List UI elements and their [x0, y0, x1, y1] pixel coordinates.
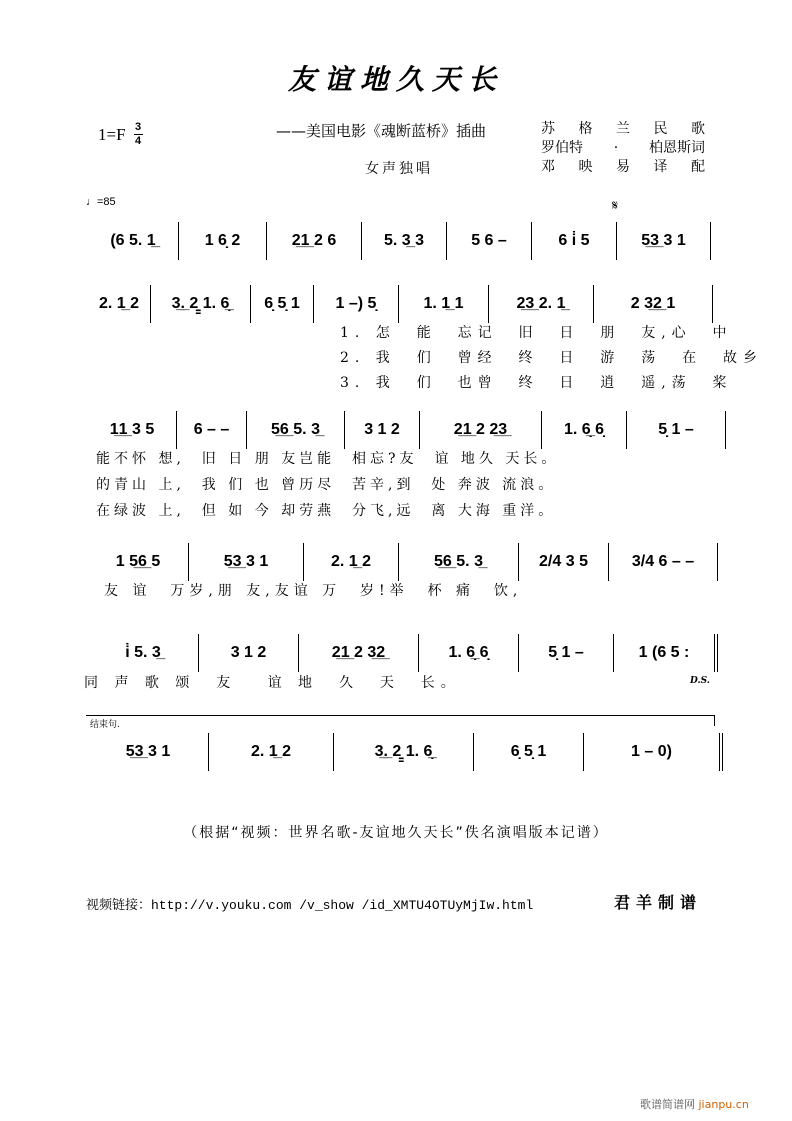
measure: 5̲3̲ 3 1 [188, 543, 303, 581]
time-signature: $\frac{3}{4}$ [134, 121, 142, 147]
score-line-2 [88, 285, 728, 323]
credit-translator: 邓 映 易 译 配 [541, 159, 705, 175]
watermark: 歌谱简谱网 jianpu.cn [640, 1098, 749, 1111]
measure: 2̲1̲ 2 2̲3̲ [419, 411, 541, 449]
measure: i̇ 5. 3̲ [125, 644, 161, 661]
credits [541, 120, 705, 177]
measure: 1 (6 5 : [613, 634, 718, 672]
measure: 5̲3̲ 3 1 [616, 222, 711, 260]
measure: 1 –) 5̣ [313, 285, 398, 323]
lyrics-verse-1: 能不怀 想, 旧 日 朋 友岂能 相忘?友 谊 地久 天长。 [96, 451, 560, 467]
measure: 2. 1̲ 2 [208, 733, 333, 771]
measure: 2 3̲2̲ 1 [593, 285, 713, 323]
measure: 2. 1̲ 2 [303, 543, 398, 581]
measure: 5̲3̲ 3 1 [125, 743, 171, 760]
key-time-signature [98, 122, 143, 147]
measure: 1. 6̣̲ 6̣ [418, 634, 518, 672]
measure: 3̲.̲ 2̳ 1. 6̣̲ [333, 733, 473, 771]
video-link[interactable]: 视频链接：http://v.youku.com /v_show /id_XMTU4OTUyMjIw.html [86, 898, 534, 913]
key-signature: 1=F [98, 124, 126, 144]
measure: 5̲6̲ 5. 3̲ [398, 543, 518, 581]
measure: 1̲1̲ 3 5 [109, 421, 155, 438]
ending-label: 结束句. [90, 720, 120, 730]
performance-note: 女声独唱 [365, 161, 433, 177]
measure: 5 6 – [446, 222, 531, 260]
segno-icon: 𝄋 [612, 198, 619, 214]
lyrics-verse-1-start: 1. 怎 能 忘记 旧 日 朋 友,心 中 [340, 325, 733, 341]
measure: 1 5̲6̲ 5 [115, 553, 161, 570]
tempo-marking: ♩=85 [86, 196, 116, 208]
ending-bracket [86, 715, 715, 726]
measure: 1 6̣ 2 [178, 222, 266, 260]
measure: 3̲.̲ 2̳ 1. 6̣̲ [150, 285, 250, 323]
score-line-ending [88, 733, 728, 771]
score-line-1 [88, 222, 728, 260]
measure: 2̲1̲ 2 6 [266, 222, 361, 260]
measure: 3/4 6 – – [608, 543, 718, 581]
transcription-note: （根据“视频：世界名歌-友谊地久天长”佚名演唱版本记谱） [183, 825, 609, 841]
measure: 2/4 3 5 [518, 543, 608, 581]
measure: 5̣ 1 – [518, 634, 613, 672]
measure: 5. 3̲ 3 [361, 222, 446, 260]
lyrics-verse-3: 在绿波 上, 但 如 今 却劳燕 分飞,远 离 大海 重洋。 [96, 503, 557, 519]
measure: (6 5. 1̲ [110, 232, 156, 249]
measure: 3 1 2 [344, 411, 419, 449]
measure: 1. 1̲ 1 [398, 285, 488, 323]
lyrics-chorus: 友 谊 万岁,朋 友,友谊 万 岁!举 杯 痛 饮, [104, 583, 523, 599]
lyrics-chorus-end: 同 声 歌 颂 友 谊 地 久 天 长。 [84, 675, 461, 691]
measure: 1. 6̣̲ 6̣ [541, 411, 626, 449]
score-line-3 [88, 411, 728, 449]
measure: 6 i̇ 5 [531, 222, 616, 260]
score-line-5 [88, 634, 728, 672]
measure: 5̲6̲ 5. 3̲ [246, 411, 344, 449]
score-title: 友谊地久天长 [287, 63, 504, 96]
lyrics-verse-2-start: 2. 我 们 曾经 终 日 游 荡 在 故乡 [340, 350, 764, 366]
measure: 6̣ 5̣ 1 [250, 285, 313, 323]
measure: 1 – 0) [583, 733, 723, 771]
measure: 2̲1̲ 2 3̲2̲ [298, 634, 418, 672]
credit-origin: 苏 格 兰 民 歌 [541, 121, 705, 137]
measure: 2̲3̲ 2. 1̲ [488, 285, 593, 323]
measure: 6̣ 5̣ 1 [473, 733, 583, 771]
measure: 5̣ 1 – [626, 411, 726, 449]
measure: 6 – – [176, 411, 246, 449]
measure: 3 1 2 [198, 634, 298, 672]
dal-segno-marking: D.S. [690, 676, 710, 686]
subtitle: ——美国电影《魂断蓝桥》插曲 [276, 122, 487, 140]
lyrics-verse-2: 的青山 上, 我 们 也 曾历尽 苦辛,到 处 奔波 流浪。 [96, 477, 557, 493]
score-line-4 [88, 543, 728, 581]
credit-lyricist: 罗伯特 · 柏恩斯词 [541, 140, 705, 156]
lyrics-verse-3-start: 3. 我 们 也曾 终 日 逍 遥,荡 桨 [340, 375, 733, 391]
transcriber-signature: 君羊制谱 [614, 893, 703, 912]
measure: 2. 1̲ 2 [98, 295, 140, 312]
